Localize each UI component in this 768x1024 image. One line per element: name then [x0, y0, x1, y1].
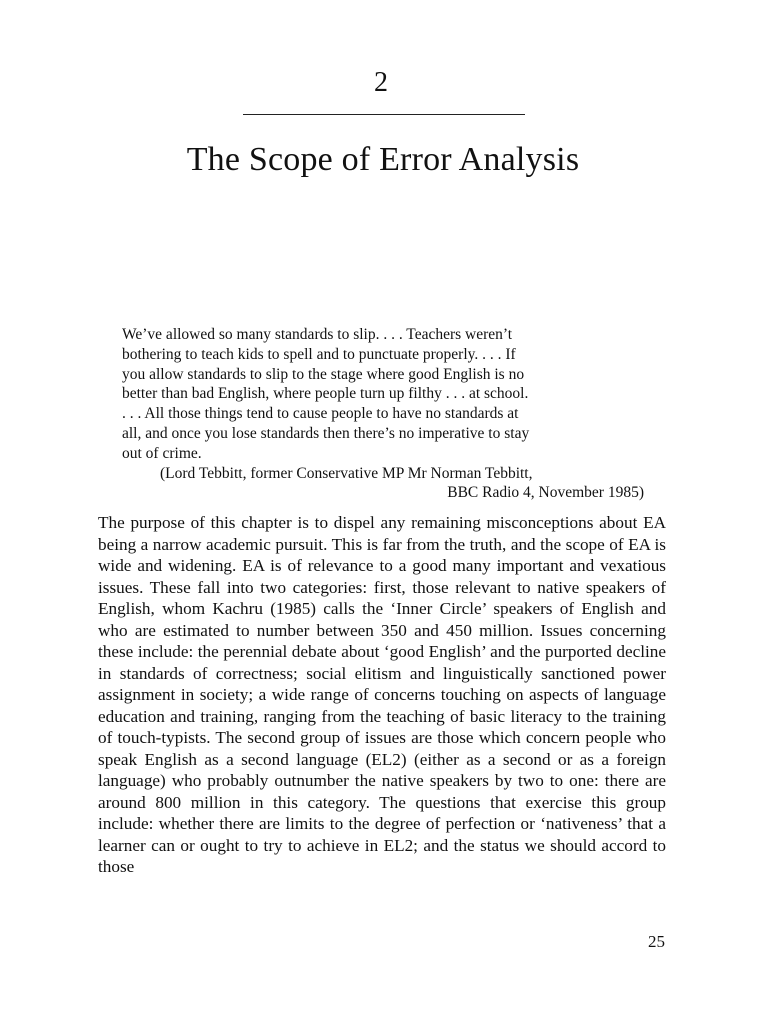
epigraph-line: out of crime. — [122, 444, 202, 462]
epigraph-line: We’ve allowed so many standards to slip. . . . Teachers weren’t — [122, 326, 513, 343]
epigraph-line: you allow standards to slip to the stage where good English is no — [122, 365, 525, 383]
chapter-title: The Scope of Error Analysis — [186, 141, 580, 178]
epigraph-line: all, and once you lose standards then there’s no imperative to stay — [122, 424, 530, 442]
chapter-number: 2 — [374, 67, 388, 98]
epigraph-attribution: (Lord Tebbitt, former Conservative MP Mr Norman Tebbitt, — [160, 464, 533, 482]
epigraph — [122, 325, 647, 503]
epigraph-line: bothering to teach kids to spell and to punctuate properly. . . . If — [122, 345, 516, 363]
epigraph-quote — [122, 325, 647, 464]
page-number: 25 — [648, 932, 665, 951]
body-paragraph: The purpose of this chapter is to dispel any remaining misconceptions about EA being a narrow academic pursuit. This is far from the truth, and the scope of EA is wide and widening. EA is of relevance to a good many important and vexatious issues. These fall into two categories: first, those relevant to native speakers of English, whom Kachru (1985) calls the ‘Inner Circle’ speakers of English and who are estimated to number between 350 and 450 million. Issues concerning these include: the perennial debate about ‘good English’ and the purported decline in standards of correctness; social elitism and linguistically sanctioned power assignment in society; a wide range of concerns touching on aspects of language education and training, ranging from the teaching of basic literacy to the training of touch-typists. The second group of issues are those which concern people who speak English as a second language (EL2) (either as a second or as a foreign language) who probably outnumber the native speakers by two to one: there are around 800 million in this category. The questions that exercise this group include: whether there are limits to the degree of perfection or ‘nativeness’ that a learner can or ought to try to achieve in EL2; and the status we should accord to those — [98, 513, 666, 876]
epigraph-attribution-date: BBC Radio 4, November 1985) — [447, 484, 644, 502]
epigraph-line: . . . All those things tend to cause people to have no standards at — [122, 405, 519, 423]
chapter-divider — [243, 114, 525, 115]
epigraph-line: better than bad English, where people turn up filthy . . . at school. — [122, 385, 529, 403]
